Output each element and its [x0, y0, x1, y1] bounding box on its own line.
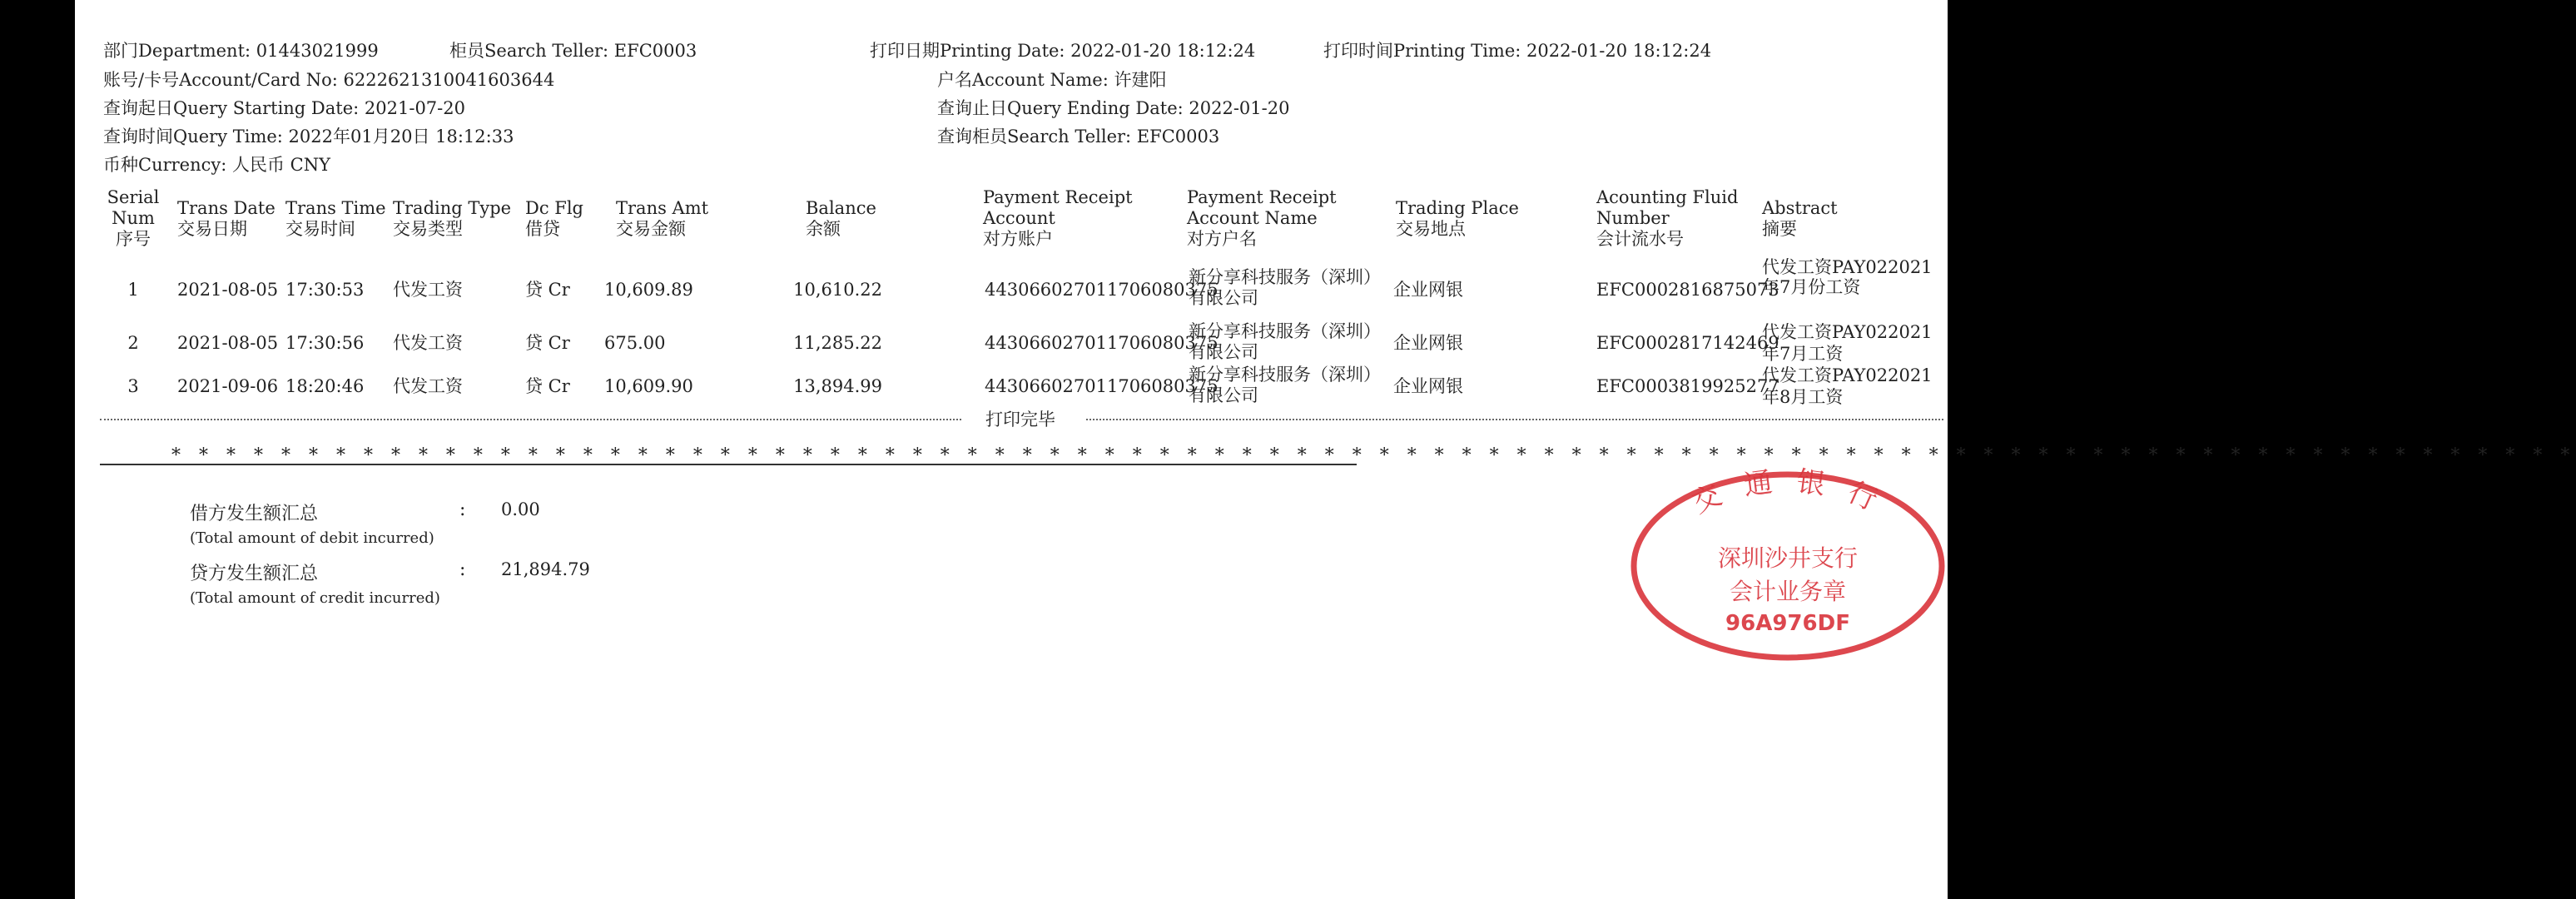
row1-time: 17:30:53	[285, 280, 365, 300]
col-header-receipt-account: Payment Receipt Account 对方账户	[983, 187, 1133, 249]
credit-total-label: 贷方发生额汇总	[190, 564, 319, 584]
credit-total-value: 21,894.79	[501, 559, 590, 579]
row3-type: 代发工资	[393, 376, 463, 396]
row1-abstract: 代发工资PAY022021年7月份工资	[1762, 257, 1933, 297]
row2-fluid: EFC0002817142469	[1596, 333, 1779, 353]
debit-colon: :	[459, 499, 466, 520]
seal-branch: 深圳沙井支行	[1717, 544, 1859, 572]
row2-dc: 贷 Cr	[525, 333, 570, 353]
row2-account: 443066027011706080375	[985, 333, 1219, 353]
debit-total-en: (Total amount of debit incurred)	[190, 529, 434, 547]
col-header-balance: Balance 余额	[806, 198, 876, 239]
row3-amount: 10,609.90	[604, 376, 693, 396]
asterisk-divider: * * * * * * * * * * * * * * * * * * * * * * * * * * * * * * * * * * * * * * * * * * * * * * * * * * * * * * * * * * * * * * * * * * * * * * * * * * * * * * * * * * * * * * * *	[171, 445, 2576, 466]
row2-time: 17:30:56	[285, 333, 365, 353]
account-name: 户名Account Name: 许建阳	[937, 70, 1167, 90]
row2-type: 代发工资	[393, 333, 463, 353]
row1-dc: 贷 Cr	[525, 280, 570, 300]
query-starting-date: 查询起日Query Starting Date: 2021-07-20	[103, 98, 465, 118]
bank-seal-stamp	[1626, 466, 1950, 666]
credit-colon: :	[459, 559, 466, 580]
seal-code: 96A976DF	[1725, 611, 1850, 636]
dotted-divider-left	[100, 419, 961, 420]
row2-balance: 11,285.22	[793, 333, 882, 353]
col-header-abstract: Abstract 摘要	[1762, 198, 1838, 239]
query-ending-date: 查询止日Query Ending Date: 2022-01-20	[937, 98, 1290, 118]
row3-dc: 贷 Cr	[525, 376, 570, 396]
currency: 币种Currency: 人民币 CNY	[103, 155, 330, 175]
row1-date: 2021-08-05	[177, 280, 279, 300]
row3-abstract: 代发工资PAY022021年8月工资	[1762, 365, 1933, 407]
col-header-trans-time: Trans Time 交易时间	[285, 198, 386, 239]
row1-type: 代发工资	[393, 280, 463, 300]
col-header-trans-amt: Trans Amt 交易金额	[616, 198, 709, 239]
col-header-trans-date: Trans Date 交易日期	[177, 198, 275, 239]
row1-name: 新分享科技服务（深圳）有限公司	[1189, 267, 1381, 308]
query-time: 查询时间Query Time: 2022年01月20日 18:12:33	[103, 127, 514, 147]
print-end-label: 打印完毕	[985, 410, 1055, 430]
debit-total-value: 0.00	[501, 499, 540, 519]
solid-divider	[100, 464, 1357, 465]
row2-date: 2021-08-05	[177, 333, 279, 353]
row1-balance: 10,610.22	[793, 280, 882, 300]
row3-name: 新分享科技服务（深圳）有限公司	[1189, 365, 1381, 405]
row2-amount: 675.00	[604, 333, 666, 353]
row1-serial: 1	[127, 280, 139, 300]
col-header-fluid-number: Acounting Fluid Number 会计流水号	[1596, 187, 1739, 249]
col-header-receipt-name: Payment Receipt Account Name 对方户名	[1187, 187, 1337, 249]
dotted-divider-right	[1086, 419, 1943, 420]
row3-balance: 13,894.99	[793, 376, 882, 396]
col-header-serial: Serial Num 序号	[107, 187, 160, 249]
row1-account: 443066027011706080375	[985, 280, 1219, 300]
department: 部门Department: 01443021999	[103, 41, 379, 61]
row2-abstract: 代发工资PAY022021年7月工资	[1762, 322, 1933, 364]
search-teller: 柜员Search Teller: EFC0003	[449, 41, 697, 61]
printing-date: 打印日期Printing Date: 2022-01-20 18:12:24	[870, 41, 1256, 61]
col-header-dc-flg: Dc Flg 借贷	[525, 198, 584, 239]
row2-name: 新分享科技服务（深圳）有限公司	[1189, 321, 1381, 362]
row2-serial: 2	[127, 333, 139, 353]
seal-bank-name: 交 通 银 行	[1687, 466, 1889, 520]
row3-time: 18:20:46	[285, 376, 365, 396]
col-header-trading-type: Trading Type 交易类型	[393, 198, 512, 239]
query-search-teller: 查询柜员Search Teller: EFC0003	[937, 127, 1220, 147]
printing-time: 打印时间Printing Time: 2022-01-20 18:12:24	[1323, 41, 1712, 61]
col-header-trading-place: Trading Place 交易地点	[1396, 198, 1519, 239]
row3-fluid: EFC0003819925277	[1596, 376, 1779, 396]
account-card-no: 账号/卡号Account/Card No: 6222621310041603644	[103, 70, 555, 90]
row3-date: 2021-09-06	[177, 376, 279, 396]
seal-purpose: 会计业务章	[1729, 578, 1847, 605]
row3-place: 企业网银	[1393, 376, 1463, 396]
row1-place: 企业网银	[1393, 280, 1463, 300]
credit-total-en: (Total amount of credit incurred)	[190, 589, 440, 607]
row1-amount: 10,609.89	[604, 280, 693, 300]
debit-total-label: 借方发生额汇总	[190, 504, 319, 524]
row3-serial: 3	[127, 376, 139, 396]
row3-account: 443066027011706080375	[985, 376, 1219, 396]
row1-fluid: EFC0002816875073	[1596, 280, 1779, 300]
row2-place: 企业网银	[1393, 333, 1463, 353]
statement-page	[75, 0, 2576, 899]
